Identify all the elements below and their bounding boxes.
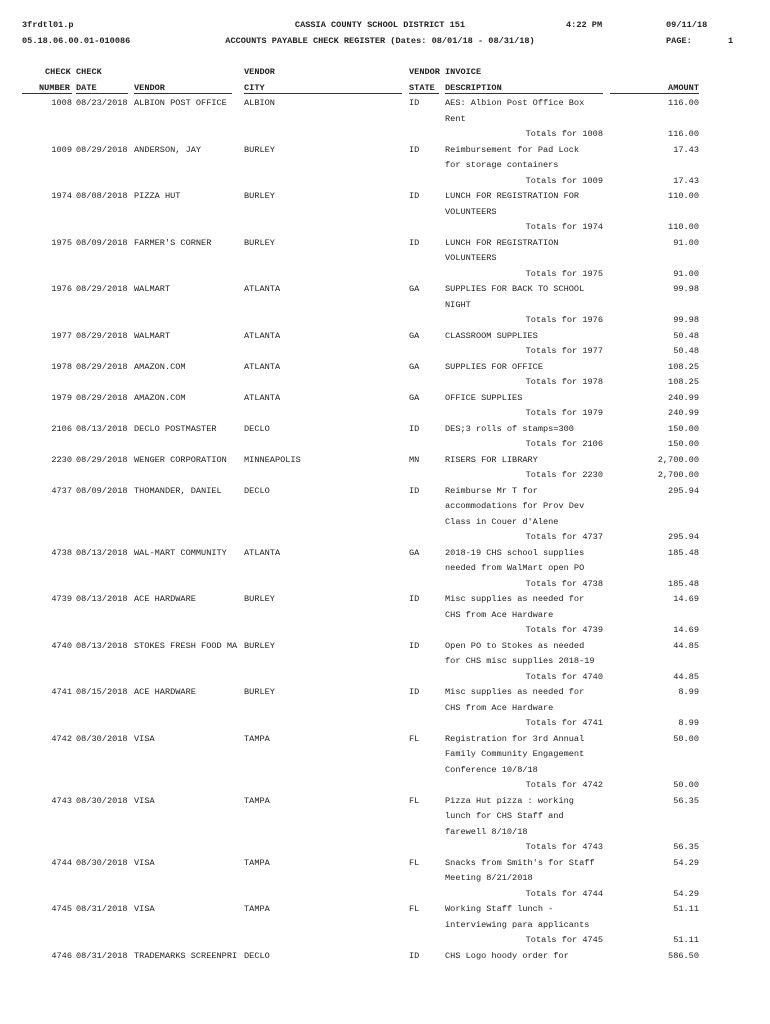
check-date: 08/23/2018 <box>76 98 128 108</box>
invoice-description: interviewing para applicants <box>445 919 590 930</box>
invoice-amount: 295.94 <box>668 485 699 496</box>
vendor-name: ANDERSON, JAY <box>134 144 202 155</box>
check-total-amount: 54.29 <box>673 888 699 899</box>
invoice-description: Pizza Hut pizza : working <box>445 795 574 806</box>
check-totals-label: Totals for 1979 <box>525 408 603 418</box>
check-number: 1975 <box>51 237 72 248</box>
check-totals-label: Totals for 4737 <box>525 532 603 542</box>
check-date: 08/13/2018 <box>76 547 128 558</box>
invoice-description: Working Staff lunch - <box>445 904 554 914</box>
vendor-city: TAMPA <box>244 904 270 914</box>
check-totals-label: Totals for 4740 <box>525 671 603 682</box>
vendor-state: GA <box>409 392 420 403</box>
invoice-amount: 50.00 <box>673 733 699 744</box>
invoice-description: for CHS misc supplies 2018-19 <box>445 656 595 666</box>
invoice-description: Reimburse Mr T for <box>445 485 538 496</box>
check-date: 08/29/2018 <box>76 392 128 403</box>
invoice-description: CHS from Ace Hardware <box>445 609 554 620</box>
invoice-description: VOLUNTEERS <box>445 253 497 263</box>
invoice-description: accommodations for Prov Dev <box>445 501 585 511</box>
vendor-state: ID <box>409 98 420 108</box>
invoice-description: VOLUNTEERS <box>445 206 497 217</box>
check-date: 08/13/2018 <box>76 423 128 434</box>
invoice-amount: 14.69 <box>673 594 699 604</box>
check-total-amount: 116.00 <box>668 129 699 139</box>
check-date: 08/13/2018 <box>76 594 128 604</box>
invoice-amount: 99.98 <box>673 284 699 294</box>
col-check2-top: CHECK <box>76 67 102 77</box>
rule-city <box>244 93 402 94</box>
version-number: 05.18.06.00.01-010086 <box>22 36 131 46</box>
vendor-state: ID <box>409 423 420 434</box>
invoice-amount: 240.99 <box>668 392 699 403</box>
page-label: PAGE: <box>666 36 692 46</box>
check-number: 1977 <box>51 330 72 341</box>
invoice-description: Reimbursement for Pad Lock <box>445 144 580 155</box>
vendor-name: AMAZON.COM <box>134 361 186 372</box>
check-date: 08/29/2018 <box>76 361 128 372</box>
report-date: 09/11/18 <box>666 20 708 30</box>
vendor-name: THOMANDER, DANIEL <box>134 485 222 496</box>
invoice-description: NIGHT <box>445 299 471 310</box>
invoice-description: LUNCH FOR REGISTRATION <box>445 237 559 248</box>
vendor-city: TAMPA <box>244 795 270 806</box>
check-totals-label: Totals for 2230 <box>525 470 603 480</box>
vendor-state: FL <box>409 795 420 806</box>
check-totals-label: Totals for 1974 <box>525 222 603 232</box>
page-number: 1 <box>728 36 734 46</box>
report-time: 4:22 PM <box>566 20 603 30</box>
vendor-name: WENGER CORPORATION <box>134 454 227 465</box>
check-date: 08/30/2018 <box>76 795 128 806</box>
check-totals-label: Totals for 4738 <box>525 578 603 589</box>
vendor-name: DECLO POSTMASTER <box>134 423 217 434</box>
vendor-state: GA <box>409 547 420 558</box>
invoice-amount: 8.99 <box>678 687 699 697</box>
check-number: 4739 <box>51 594 72 604</box>
invoice-description: OFFICE SUPPLIES <box>445 392 523 403</box>
invoice-description: AES: Albion Post Office Box <box>445 98 585 108</box>
check-number: 4744 <box>51 857 72 868</box>
col-vendor-state-top: VENDOR <box>409 67 440 77</box>
vendor-state: ID <box>409 191 420 201</box>
vendor-city: BURLEY <box>244 237 275 248</box>
invoice-amount: 108.25 <box>668 361 699 372</box>
check-total-amount: 56.35 <box>673 842 699 852</box>
vendor-name: TRADEMARKS SCREENPRI <box>134 950 238 961</box>
vendor-name: STOKES FRESH FOOD MA <box>134 640 238 651</box>
check-total-amount: 295.94 <box>668 532 699 542</box>
check-number: 4737 <box>51 485 72 496</box>
check-number: 4743 <box>51 795 72 806</box>
invoice-amount: 2,700.00 <box>657 454 699 465</box>
vendor-city: BURLEY <box>244 144 275 155</box>
invoice-amount: 110.00 <box>668 191 699 201</box>
check-number: 2106 <box>51 423 72 434</box>
col-city: CITY <box>244 83 265 93</box>
check-number: 4746 <box>51 950 72 961</box>
vendor-city: DECLO <box>244 485 270 496</box>
vendor-city: ATLANTA <box>244 284 281 294</box>
invoice-description: 2018-19 CHS school supplies <box>445 547 585 558</box>
vendor-city: TAMPA <box>244 733 270 744</box>
vendor-state: GA <box>409 361 420 372</box>
check-total-amount: 2,700.00 <box>657 470 699 480</box>
vendor-name: ACE HARDWARE <box>134 594 196 604</box>
check-number: 1976 <box>51 284 72 294</box>
vendor-city: BURLEY <box>244 191 275 201</box>
check-totals-label: Totals for 4745 <box>525 935 603 945</box>
check-date: 08/30/2018 <box>76 857 128 868</box>
invoice-description: needed from WalMart open PO <box>445 563 585 573</box>
vendor-name: WALMART <box>134 330 171 341</box>
invoice-description: lunch for CHS Staff and <box>445 811 564 821</box>
check-date: 08/13/2018 <box>76 640 128 651</box>
vendor-state: FL <box>409 904 420 914</box>
col-vendor-top: VENDOR <box>244 67 275 77</box>
check-date: 08/09/2018 <box>76 485 128 496</box>
check-total-amount: 108.25 <box>668 377 699 387</box>
check-total-amount: 14.69 <box>673 625 699 635</box>
check-totals-label: Totals for 1978 <box>525 377 603 387</box>
vendor-name: PIZZA HUT <box>134 191 181 201</box>
invoice-amount: 44.85 <box>673 640 699 651</box>
check-date: 08/29/2018 <box>76 144 128 155</box>
check-date: 08/31/2018 <box>76 950 128 961</box>
vendor-city: ATLANTA <box>244 547 281 558</box>
invoice-description: RISERS FOR LIBRARY <box>445 454 538 465</box>
check-total-amount: 51.11 <box>673 935 699 945</box>
check-total-amount: 44.85 <box>673 671 699 682</box>
vendor-city: ALBION <box>244 98 275 108</box>
check-totals-label: Totals for 4739 <box>525 625 603 635</box>
col-number: NUMBER <box>39 83 70 93</box>
vendor-city: DECLO <box>244 950 270 961</box>
vendor-city: BURLEY <box>244 594 275 604</box>
check-number: 4745 <box>51 904 72 914</box>
vendor-name: AMAZON.COM <box>134 392 186 403</box>
check-date: 08/29/2018 <box>76 454 128 465</box>
vendor-name: WAL-MART COMMUNITY <box>134 547 227 558</box>
col-vendor: VENDOR <box>134 83 165 93</box>
vendor-state: FL <box>409 733 420 744</box>
check-number: 4741 <box>51 687 72 697</box>
vendor-name: VISA <box>134 795 155 806</box>
check-number: 4740 <box>51 640 72 651</box>
check-totals-label: Totals for 4743 <box>525 842 603 852</box>
check-totals-label: Totals for 4742 <box>525 780 603 790</box>
check-number: 1979 <box>51 392 72 403</box>
invoice-description: Misc supplies as needed for <box>445 687 585 697</box>
invoice-amount: 17.43 <box>673 144 699 155</box>
invoice-description: Snacks from Smith's for Staff <box>445 857 595 868</box>
invoice-amount: 586.50 <box>668 950 699 961</box>
invoice-description: SUPPLIES FOR BACK TO SCHOOL <box>445 284 585 294</box>
vendor-state: ID <box>409 594 420 604</box>
check-total-amount: 110.00 <box>668 222 699 232</box>
col-state: STATE <box>409 83 435 93</box>
vendor-name: VISA <box>134 857 155 868</box>
vendor-city: TAMPA <box>244 857 270 868</box>
check-totals-label: Totals for 1976 <box>525 315 603 325</box>
col-check-top: CHECK <box>45 67 71 77</box>
report-title: ACCOUNTS PAYABLE CHECK REGISTER (Dates: 08/01/18 - 08/31/18) <box>225 36 535 46</box>
col-date: DATE <box>76 83 97 93</box>
check-totals-label: Totals for 2106 <box>525 439 603 449</box>
rule-state <box>409 93 439 94</box>
rule-description <box>445 93 603 94</box>
check-total-amount: 150.00 <box>668 439 699 449</box>
check-total-amount: 185.48 <box>668 578 699 589</box>
check-totals-label: Totals for 1009 <box>525 175 603 186</box>
invoice-description: CHS from Ace Hardware <box>445 702 554 713</box>
vendor-state: ID <box>409 640 420 651</box>
check-number: 4738 <box>51 547 72 558</box>
vendor-state: ID <box>409 485 420 496</box>
check-total-amount: 91.00 <box>673 268 699 279</box>
check-number: 2230 <box>51 454 72 465</box>
check-totals-label: Totals for 1008 <box>525 129 603 139</box>
vendor-name: VISA <box>134 733 155 744</box>
invoice-amount: 51.11 <box>673 904 699 914</box>
check-number: 1978 <box>51 361 72 372</box>
vendor-state: FL <box>409 857 420 868</box>
invoice-description: Rent <box>445 113 466 124</box>
check-totals-label: Totals for 1977 <box>525 346 603 356</box>
check-total-amount: 50.48 <box>673 346 699 356</box>
col-amount: AMOUNT <box>668 83 699 93</box>
invoice-description: farewell 8/10/18 <box>445 826 528 837</box>
invoice-description: CLASSROOM SUPPLIES <box>445 330 538 341</box>
check-total-amount: 50.00 <box>673 780 699 790</box>
invoice-description: Conference 10/8/18 <box>445 764 538 775</box>
vendor-city: BURLEY <box>244 687 275 697</box>
col-description: DESCRIPTION <box>445 83 502 93</box>
vendor-city: ATLANTA <box>244 330 281 341</box>
check-number: 4742 <box>51 733 72 744</box>
vendor-name: WALMART <box>134 284 171 294</box>
vendor-name: VISA <box>134 904 155 914</box>
invoice-amount: 185.48 <box>668 547 699 558</box>
rule-vendor <box>134 93 232 94</box>
invoice-description: Misc supplies as needed for <box>445 594 585 604</box>
invoice-amount: 56.35 <box>673 795 699 806</box>
check-total-amount: 240.99 <box>668 408 699 418</box>
check-totals-label: Totals for 4744 <box>525 888 603 899</box>
vendor-state: ID <box>409 237 420 248</box>
invoice-description: DES;3 rolls of stamps=300 <box>445 423 574 434</box>
vendor-state: GA <box>409 330 420 341</box>
rule-number <box>22 93 72 94</box>
vendor-city: ATLANTA <box>244 361 281 372</box>
invoice-amount: 50.48 <box>673 330 699 341</box>
check-date: 08/08/2018 <box>76 191 128 201</box>
rule-date <box>76 93 128 94</box>
vendor-city: MINNEAPOLIS <box>244 454 301 465</box>
check-date: 08/09/2018 <box>76 237 128 248</box>
check-date: 08/29/2018 <box>76 330 128 341</box>
invoice-description: Class in Couer d'Alene <box>445 516 559 527</box>
vendor-state: MN <box>409 454 420 465</box>
vendor-state: GA <box>409 284 420 294</box>
vendor-state: ID <box>409 950 420 961</box>
check-total-amount: 8.99 <box>678 718 699 728</box>
invoice-description: for storage containers <box>445 160 559 170</box>
invoice-description: Meeting 8/21/2018 <box>445 873 533 883</box>
invoice-description: LUNCH FOR REGISTRATION FOR <box>445 191 580 201</box>
check-total-amount: 99.98 <box>673 315 699 325</box>
check-number: 1974 <box>51 191 72 201</box>
vendor-city: DECLO <box>244 423 270 434</box>
col-invoice-top: INVOICE <box>445 67 482 77</box>
check-date: 08/31/2018 <box>76 904 128 914</box>
check-number: 1009 <box>51 144 72 155</box>
invoice-description: Open PO to Stokes as needed <box>445 640 585 651</box>
check-totals-label: Totals for 4741 <box>525 718 603 728</box>
invoice-description: Registration for 3rd Annual <box>445 733 585 744</box>
invoice-amount: 54.29 <box>673 857 699 868</box>
invoice-description: Family Community Engagement <box>445 749 585 759</box>
invoice-amount: 91.00 <box>673 237 699 248</box>
check-date: 08/29/2018 <box>76 284 128 294</box>
check-number: 1008 <box>51 98 72 108</box>
check-date: 08/15/2018 <box>76 687 128 697</box>
vendor-name: FARMER'S CORNER <box>134 237 212 248</box>
invoice-description: SUPPLIES FOR OFFICE <box>445 361 543 372</box>
vendor-name: ACE HARDWARE <box>134 687 196 697</box>
invoice-amount: 150.00 <box>668 423 699 434</box>
vendor-city: ATLANTA <box>244 392 281 403</box>
vendor-name: ALBION POST OFFICE <box>134 98 227 108</box>
invoice-description: CHS Logo hoody order for <box>445 950 569 961</box>
vendor-city: BURLEY <box>244 640 275 651</box>
organization-name: CASSIA COUNTY SCHOOL DISTRICT 151 <box>294 20 466 30</box>
check-date: 08/30/2018 <box>76 733 128 744</box>
check-totals-label: Totals for 1975 <box>525 268 603 279</box>
rule-amount <box>610 93 699 94</box>
program-id: 3frdtl01.p <box>22 20 74 30</box>
vendor-state: ID <box>409 144 420 155</box>
check-total-amount: 17.43 <box>673 175 699 186</box>
vendor-state: ID <box>409 687 420 697</box>
invoice-amount: 116.00 <box>668 98 699 108</box>
